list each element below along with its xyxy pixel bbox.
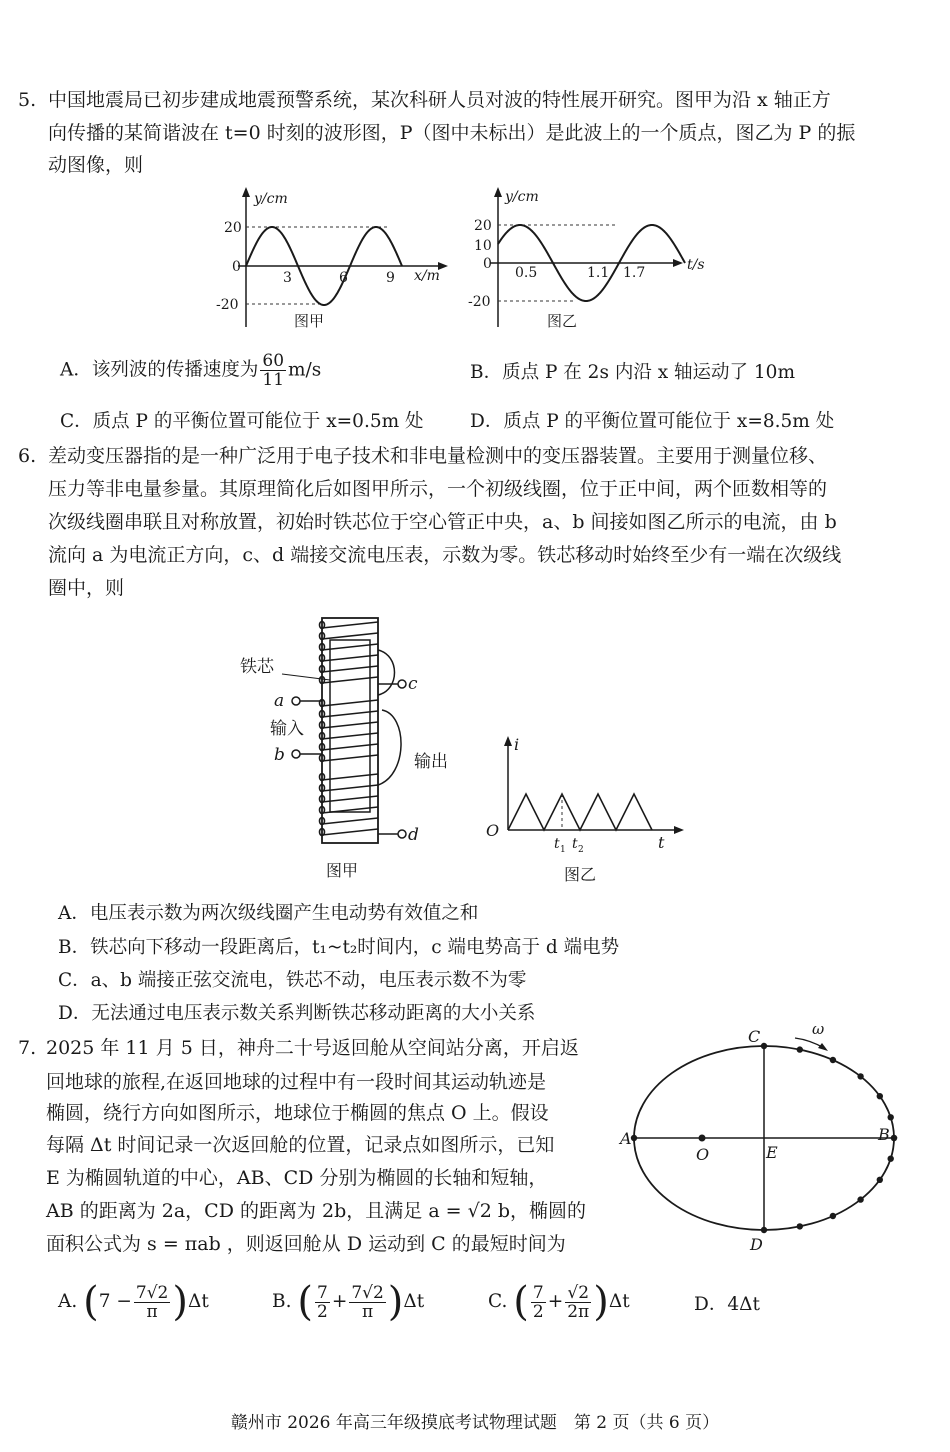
q5-line-1: 中国地震局已初步建成地震预警系统，某次科研人员对波的特性展开研究。图甲为沿 x 轴正方 (48, 89, 831, 111)
q5-jia-caption: 图甲 (294, 312, 325, 330)
q7-option-c: C. ( $\frac{7}{2}$ + $\frac{√2}{2\pi}$ )Δt (488, 1279, 630, 1325)
q7-option-a-label: A. (58, 1291, 78, 1312)
q7-record-point (797, 1223, 803, 1229)
q5-option-d: D．质点 P 的平衡位置可能位于 x=8.5m 处 (470, 411, 835, 432)
q5-yi-xtick: 1.1 (587, 265, 610, 281)
q5-option-a (60, 352, 321, 389)
q6-yi-ylabel: i (514, 735, 520, 754)
q5-jia-xtick: 3 (283, 270, 292, 286)
q5-jia-xtick: 6 (339, 270, 348, 286)
q7-option-b-label: B. (272, 1291, 292, 1312)
q7-label-o: O (696, 1145, 710, 1164)
q7-record-point (761, 1227, 767, 1233)
q5-option-a-numerator: 60 (262, 351, 285, 371)
q6-yi-origin: O (486, 821, 500, 840)
q7-line-5: E 为椭圆轨道的中心，AB、CD 分别为椭圆的长轴和短轴， (46, 1167, 548, 1189)
q6-yi-t2: t (572, 836, 578, 852)
q7-line-1: 2025 年 11 月 5 日，神舟二十号返回舱从空间站分离，开启返 (46, 1037, 579, 1059)
q7-record-point (888, 1114, 894, 1120)
q6-option-d: D．无法通过电压表示数关系判断铁芯移动距离的大小关系 (58, 1003, 536, 1024)
q6-yi-xlabel: t (658, 833, 665, 852)
q7-option-c-denominator: 2π (567, 1301, 590, 1322)
q7-record-point (891, 1135, 897, 1141)
q7-label-c: C (748, 1027, 761, 1046)
q7-option-a-term: 7 − (98, 1291, 132, 1312)
q7-line-6: AB 的距离为 2a，CD 的距离为 2b，且满足 a = √2 b，椭圆的 (46, 1200, 587, 1222)
q5-yi-caption: 图乙 (547, 312, 578, 330)
q6-line-4: 流向 a 为电流正方向，c、d 端接交流电压表，示数为零。铁芯移动时始终至少有一端在次级线 (48, 544, 842, 566)
q6-jia-caption: 图甲 (326, 861, 359, 880)
q5-option-a-label: A．该列波的传播速度为 (60, 359, 259, 381)
q6-label-a: a (274, 691, 285, 711)
q7-record-point (797, 1046, 803, 1052)
q7-option-a-fraction (134, 1284, 170, 1321)
q7-option-c-numerator: √2 (565, 1284, 591, 1303)
q6-current-graph (480, 730, 690, 890)
q6-terminal-a (292, 697, 300, 705)
q5-yi-ytick: 0 (483, 256, 492, 272)
q6-line-1: 差动变压器指的是一种广泛用于电子技术和非电量检测中的变压器装置。主要用于测量位移、 (48, 445, 828, 467)
q7-option-b-fraction-1 (315, 1284, 330, 1321)
q5-yi-xtick: 1.7 (623, 265, 646, 281)
q7-option-b-d1: 2 (316, 1301, 328, 1322)
q6-line-5: 圈中，则 (48, 577, 125, 599)
q7-focus-point (699, 1135, 706, 1142)
q7-option-c-plus: + (547, 1291, 564, 1312)
q6-label-d: d (408, 825, 419, 845)
q7-option-b-numerator: 7√2 (351, 1282, 384, 1303)
q5-option-c: C．质点 P 的平衡位置可能位于 x=0.5m 处 (60, 411, 424, 432)
q5-yi-xtick: 0.5 (515, 265, 538, 281)
q5-line-3: 动图像，则 (48, 154, 144, 176)
q7-option-c-fraction-1 (531, 1284, 546, 1321)
q6-label-b: b (274, 745, 285, 765)
q7-record-point (877, 1177, 883, 1183)
q7-record-point (888, 1156, 894, 1162)
q7-record-point (857, 1073, 863, 1079)
q5-option-a-denominator: 11 (262, 370, 285, 390)
q7-option-b-dt: Δt (403, 1291, 425, 1312)
q7-label-omega: ω (812, 1020, 825, 1038)
q5-number: 5. (18, 89, 37, 111)
q6-yi-t1-sub: 1 (560, 845, 566, 855)
q7-record-point (830, 1057, 836, 1063)
q7-line-3: 椭圆，绕行方向如图所示，地球位于椭圆的焦点 O 上。假设 (46, 1102, 549, 1124)
q5-wave-graph (210, 185, 455, 335)
q6-label-c: c (408, 674, 418, 694)
q5-vibration-graph (465, 185, 715, 335)
q7-number: 7. (18, 1037, 37, 1059)
q7-record-point (857, 1196, 863, 1202)
q7-option-b-fraction-2 (349, 1284, 385, 1321)
q5-option-a-unit: m/s (288, 359, 322, 381)
q7-record-point (761, 1043, 767, 1049)
q7-ellipse-orbit-diagram (612, 1018, 912, 1258)
q7-option-c-n1: 7 (532, 1282, 544, 1303)
q7-option-b-denominator: π (361, 1301, 374, 1322)
q6-line-2: 压力等非电量参量。其原理简化后如图甲所示，一个初级线圈，位于正中间，两个匝数相等的 (48, 478, 828, 500)
q5-jia-ylabel: y/cm (254, 191, 288, 207)
q6-terminal-b (292, 750, 300, 758)
q6-coil-winding (322, 829, 378, 835)
q5-jia-ytick: 0 (232, 259, 241, 275)
q6-core-label: 铁芯 (240, 657, 274, 677)
q5-jia-ytick: 20 (224, 220, 242, 236)
q5-jia-xlabel: x/m (414, 268, 440, 284)
q6-coil-winding (322, 622, 378, 628)
q6-coil-winding (322, 818, 378, 824)
q6-terminal-c (398, 680, 406, 688)
q6-yi-t2-sub: 2 (578, 845, 584, 855)
q7-option-a-dt: Δt (187, 1291, 209, 1312)
q7-option-b: B. ( $\frac{7}{2}$ + $\frac{7√2}{\pi}$ )Δt (272, 1279, 425, 1325)
q5-yi-xlabel: t/s (687, 257, 705, 273)
q5-line-2: 向传播的某简谐波在 t=0 时刻的波形图，P（图中未标出）是此波上的一个质点，图乙为 P 的振 (48, 122, 856, 144)
q7-label-e: E (766, 1143, 778, 1162)
q5-option-b: B．质点 P 在 2s 内沿 x 轴运动了 10m (470, 362, 795, 383)
q7-option-b-plus: + (331, 1291, 348, 1312)
q7-option-a: A. (7 − $\frac{7√2}{\pi}$ )Δt (58, 1279, 209, 1325)
q6-transformer-diagram (230, 610, 470, 890)
q7-option-a-numerator: 7√2 (135, 1282, 169, 1303)
q7-label-b: B (878, 1125, 890, 1144)
q6-yi-triangle-wave (508, 794, 652, 830)
q7-record-point (631, 1135, 637, 1141)
q7-line-2: 回地球的旅程,在返回地球的过程中有一段时间其运动轨迹是 (46, 1071, 547, 1093)
q6-coil-winding (322, 633, 378, 639)
q7-option-a-denominator: π (146, 1301, 158, 1322)
q6-option-a: A．电压表示数为两次级线圈产生电动势有效值之和 (58, 903, 479, 924)
q7-option-b-n1: 7 (316, 1282, 328, 1303)
q6-number: 6. (18, 445, 37, 467)
q6-yi-t1: t (554, 836, 560, 852)
q5-option-a-fraction (260, 352, 286, 389)
q6-option-b: B．铁芯向下移动一段距离后，t₁~t₂时间内，c 端电势高于 d 端电势 (58, 937, 620, 958)
q5-yi-ytick: -20 (468, 294, 491, 310)
page-footer: 赣州市 2026 年高三年级摸底考试物理试题 第 2 页（共 6 页） (230, 1413, 720, 1433)
q6-line-3: 次级线圈串联且对称放置，初始时铁芯位于空心管正中央，a、b 间接如图乙所示的电流，由 b (48, 511, 837, 533)
q7-label-a: A (620, 1129, 632, 1148)
q7-option-c-dt: Δt (608, 1291, 630, 1312)
q7-record-point (830, 1213, 836, 1219)
q5-jia-ytick: -20 (216, 297, 239, 313)
q7-option-c-d1: 2 (532, 1301, 544, 1322)
q7-option-d: D．4Δt (694, 1294, 760, 1315)
q7-option-c-fraction-2 (565, 1284, 591, 1321)
q7-option-c-label: C. (488, 1291, 508, 1312)
q5-jia-xtick: 9 (386, 270, 395, 286)
q5-yi-ytick: 20 (474, 218, 492, 234)
q7-line-4: 每隔 Δt 时间记录一次返回舱的位置，记录点如图所示，已知 (46, 1134, 555, 1156)
q6-yi-caption: 图乙 (564, 865, 597, 884)
q7-line-7: 面积公式为 s = πab ，则返回舱从 D 运动到 C 的最短时间为 (46, 1233, 566, 1255)
q7-record-point (877, 1093, 883, 1099)
q5-yi-ylabel: y/cm (505, 189, 539, 205)
q6-terminal-d (398, 830, 406, 838)
q5-yi-ytick: 10 (474, 238, 492, 254)
q6-output-label: 输出 (414, 752, 448, 772)
q6-input-label: 输入 (270, 719, 304, 739)
q6-option-c: C．a、b 端接正弦交流电，铁芯不动，电压表示数不为零 (58, 970, 527, 991)
q7-label-d: D (750, 1235, 763, 1254)
